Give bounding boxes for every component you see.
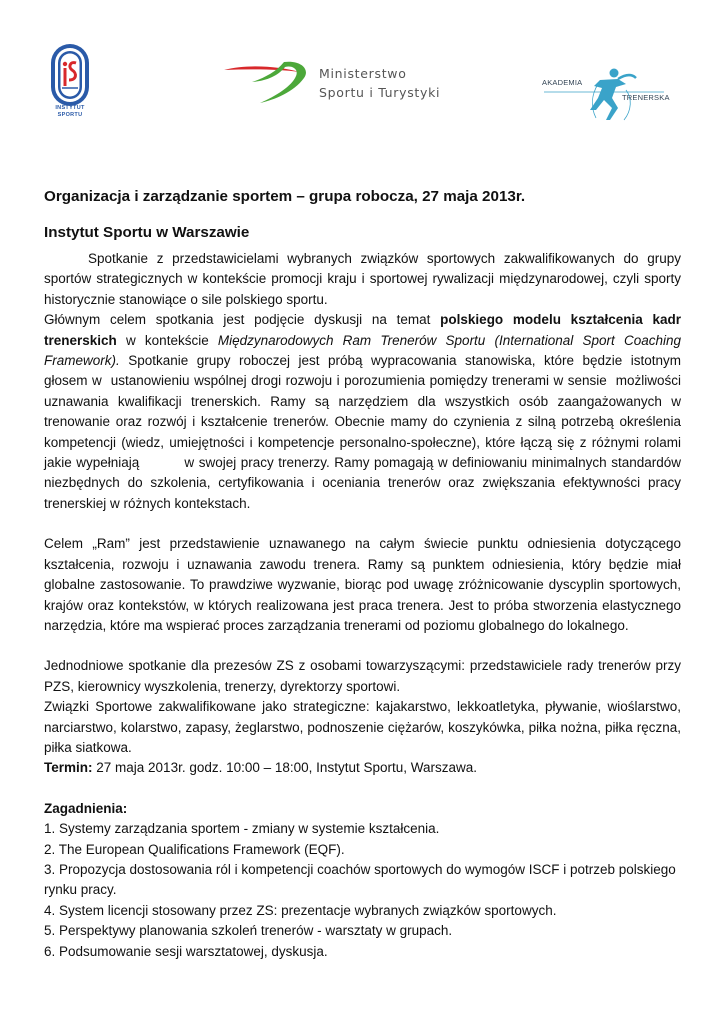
- ministry-name-line1: Ministerstwo: [319, 66, 407, 81]
- ministry-name: [319, 64, 440, 102]
- document-subtitle: Instytut Sportu w Warszawie: [44, 224, 250, 241]
- main-goal-text-c: Spotkanie grupy roboczej jest próbą wypracowania stanowiska, które będzie istotnym głosem w ustanowieniu wspólnej drogi rozwoju i porozumienia pomiędzy trenerami w sensie możliwości uznawania kwalifikacji trenerskich. Ramy są narzędziem dla wszystkich osób zaangażowanych w trenowanie oraz rozwój i kształcenie trenerów. Obecnie mamy do czynienia z silną potrzebą określenia kompetencji (wiedz, umiejętności i kompetencje personalno-społeczne), które łączą się z różnymi rolami jakie wypełniają w swojej pracy trenerzy. Ramy pomagają w definiowaniu minimalnych standardów niezbędnych do szkolenia, certyfikowania i oceniania trenerów oraz zwiększania efektywności pracy trenerskiej w różnych kontekstach.: [44, 353, 685, 511]
- instytut-logo-caption: INSTYTUT SPORTU: [55, 105, 85, 118]
- document-title: Organizacja i zarządzanie sportem – grupa robocza, 27 maja 2013r.: [44, 188, 526, 205]
- paragraph-framework-goal: Celem „Ram” jest przedstawienie uznawanego na całym świecie punktu odniesienia dotyczącego kształcenia, rozwoju i uznawania zawodu trenera. Ramy są punktem odniesienia, który będzie miał globalne zastosowanie. To prawdziwe wyzwanie, biorąc pod uwagę zróżnicowanie dyscyplin sportowych, krajów oraz kontekstów, w których realizowana jest praca trenera. Jest to próba stworzenia elastycznego narzędzia, które ma wspierać proces zarządzania trenerami od poziomu globalnego do lokalnego.: [44, 536, 681, 633]
- paragraph-intro: Spotkanie z przedstawicielami wybranych związków sportowych zakwalifikowanych do grupy sportów strategicznych w kontekście promocji kraju i sportowej rywalizacji międzynarodowej, czyli sporty historycznie stanowiące o sile polskiego sportu.: [44, 251, 681, 307]
- termin-label: Termin:: [44, 760, 93, 776]
- ministerstwo-logo: [222, 56, 452, 106]
- akademia-text-right: TRENERSKA: [622, 93, 670, 102]
- list-item: 4. System licencji stosowany przez ZS: prezentacje wybranych związków sportowych.: [44, 902, 557, 918]
- main-goal-italic: Międzynarodowych Ram Trenerów Sportu (International Sport Coaching Framework).: [44, 332, 681, 369]
- ministry-swoosh-icon: [222, 56, 314, 106]
- list-item: 3. Propozycja dostosowania ról i kompetencji coachów sportowych do wymogów ISCF i potrzeb polskiego rynku pracy.: [44, 861, 676, 898]
- ministry-name-line2: Sportu i Turystyki: [319, 85, 441, 100]
- topics-title: Zagadnienia:: [44, 800, 128, 816]
- termin-value: 27 maja 2013r. godz. 10:00 – 18:00, Instytut Sportu, Warszawa.: [92, 760, 477, 776]
- main-goal-text-b: w kontekście: [116, 332, 218, 348]
- paragraph-meeting-info: Jednodniowe spotkanie dla prezesów ZS z osobami towarzyszącymi: przedstawiciele rady trenerów przy PZS, kierownicy wyszkolenia, trenerzy, dyrektorzy sportowi.: [44, 658, 681, 694]
- list-item: 6. Podsumowanie sesji warsztatowej, dyskusja.: [44, 943, 328, 959]
- list-item: 2. The European Qualifications Framework (EQF).: [44, 841, 345, 857]
- paragraph-main-goal: [44, 310, 685, 514]
- list-item: 5. Perspektywy planowania szkoleń trenerów - warsztaty w grupach.: [44, 923, 453, 939]
- main-goal-bold: polskiego modelu kształcenia kadr trenerskich: [44, 312, 681, 348]
- list-item: 1. Systemy zarządzania sportem - zmiany w systemie kształcenia.: [44, 821, 440, 837]
- paragraph-strategic-unions: Związki Sportowe zakwalifikowane jako strategiczne: kajakarstwo, lekkoatletyka, pływanie, wioślarstwo, narciarstwo, kolarstwo, zapasy, żeglarstwo, podnoszenie ciężarów, koszykówka, piłka nożna, piłka ręczna, piłka siatkowa.: [44, 699, 681, 755]
- akademia-trenerska-logo: [540, 64, 668, 126]
- paragraph-termin: [44, 758, 681, 778]
- main-goal-text-a: Głównym celem spotkania jest podjęcie dyskusji na temat: [44, 312, 441, 328]
- akademia-text-left: AKADEMIA: [542, 78, 583, 87]
- document-body: [44, 183, 685, 962]
- instytut-sportu-logo: [48, 42, 92, 122]
